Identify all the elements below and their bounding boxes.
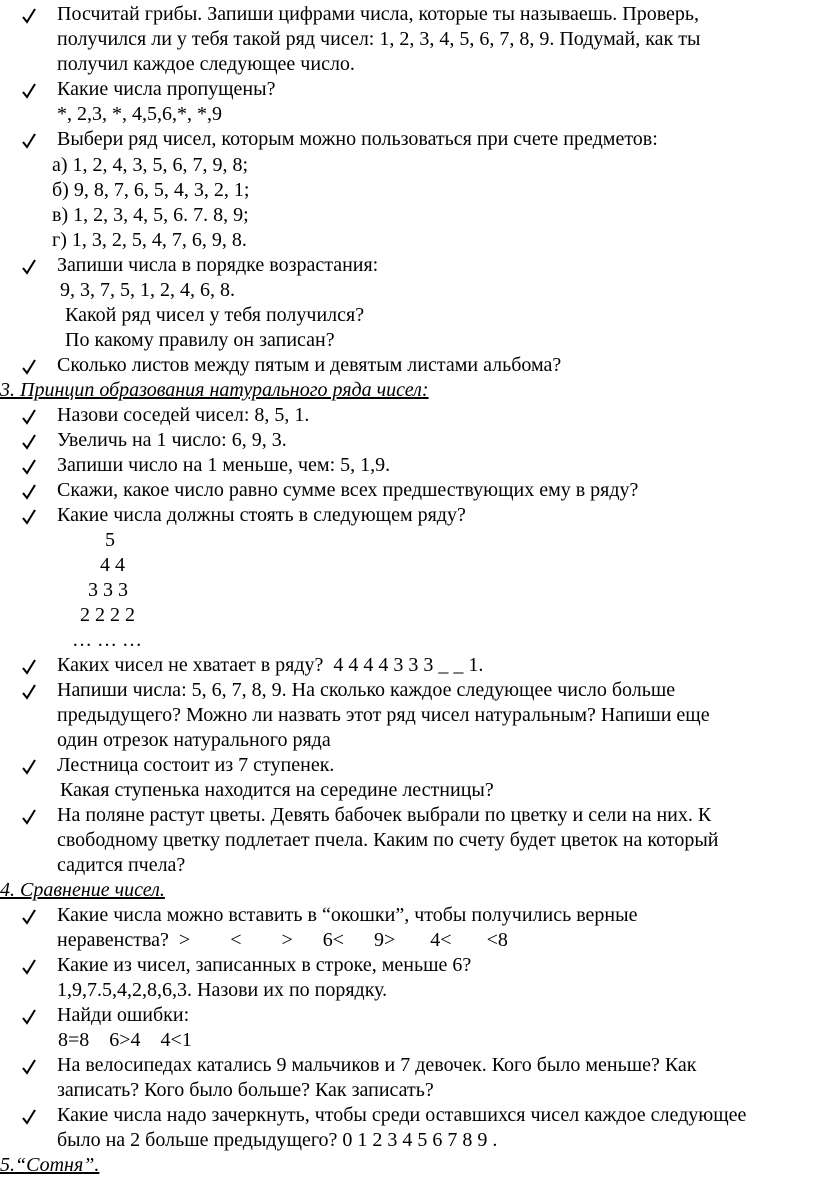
text-line: свободному цветку подлетает пчела. Каким по счету будет цветок на который xyxy=(57,829,719,851)
task-item: Запиши числа в порядке возрастания: xyxy=(57,254,379,276)
text-line: получил каждое следующее число. xyxy=(57,53,355,75)
text-line: 4 4 xyxy=(100,554,125,576)
text-line: 5 xyxy=(105,529,115,551)
text-line: г) 1, 3, 2, 5, 4, 7, 6, 9, 8. xyxy=(52,229,247,251)
checkmark-icon xyxy=(22,658,36,674)
section-heading: 3. Принцип образования натурального ряда чисел: xyxy=(0,379,429,401)
task-item: Увеличь на 1 число: 6, 9, 3. xyxy=(57,429,287,451)
task-item: Какие числа можно вставить в “окошки”, чтобы получились верные xyxy=(57,904,638,926)
checkmark-icon xyxy=(22,458,36,474)
text-line: *, 2,3, *, 4,5,6,*, *,9 xyxy=(57,103,222,125)
text-line: было на 2 больше предыдущего? 0 1 2 3 4 5 6 7 8 9 . xyxy=(57,1129,498,1151)
text-line: садится пчела? xyxy=(57,854,186,876)
task-item: Какие числа должны стоять в следующем ряду? xyxy=(57,504,466,526)
task-item: На велосипедах катались 9 мальчиков и 7 девочек. Кого было меньше? Как xyxy=(57,1054,697,1076)
checkmark-icon xyxy=(22,82,36,98)
task-item: На поляне растут цветы. Девять бабочек выбрали по цветку и сели на них. К xyxy=(57,804,712,826)
text-line: 9, 3, 7, 5, 1, 2, 4, 6, 8. xyxy=(60,279,235,301)
text-line: 2 2 2 2 xyxy=(80,604,135,626)
task-item: Выбери ряд чисел, которым можно пользоваться при счете предметов: xyxy=(57,128,658,150)
checkmark-icon xyxy=(22,808,36,824)
task-item: Какие числа надо зачеркнуть, чтобы среди оставшихся чисел каждое следующее xyxy=(57,1104,747,1126)
checkmark-icon xyxy=(22,1108,36,1124)
task-item: Посчитай грибы. Запиши цифрами числа, которые ты называешь. Проверь, xyxy=(57,3,700,25)
text-line: получился ли у тебя такой ряд чисел: 1, 2, 3, 4, 5, 6, 7, 8, 9. Подумай, как ты xyxy=(57,28,701,50)
text-line: 8=8 6>4 4<1 xyxy=(58,1029,192,1051)
task-item: Каких чисел не хватает в ряду? 4 4 4 4 3 3 3 _ _ 1. xyxy=(57,654,484,676)
checkmark-icon xyxy=(22,908,36,924)
text-line: Какая ступенька находится на середине лестницы? xyxy=(60,779,494,801)
checkmark-icon xyxy=(22,683,36,699)
checkmark-icon xyxy=(22,408,36,424)
text-line: а) 1, 2, 4, 3, 5, 6, 7, 9, 8; xyxy=(52,154,249,176)
text-line: По какому правилу он записан? xyxy=(65,329,335,351)
section-heading: 5.“Сотня”. xyxy=(0,1154,100,1176)
checkmark-icon xyxy=(22,958,36,974)
task-item: Сколько листов между пятым и девятым листами альбома? xyxy=(57,354,562,376)
checkmark-icon xyxy=(22,7,36,23)
text-line: … … … xyxy=(72,629,142,651)
text-line: б) 9, 8, 7, 6, 5, 4, 3, 2, 1; xyxy=(52,179,250,201)
text-line: 3 3 3 xyxy=(88,579,128,601)
task-item: Какие числа пропущены? xyxy=(57,78,276,100)
text-line: записать? Кого было больше? Как записать? xyxy=(57,1079,434,1101)
task-item: Напиши числа: 5, 6, 7, 8, 9. На сколько каждое следующее число больше xyxy=(57,679,676,701)
checkmark-icon xyxy=(22,508,36,524)
text-line: неравенства? > < > 6< 9> 4< <8 xyxy=(57,929,508,951)
checkmark-icon xyxy=(22,358,36,374)
checkmark-icon xyxy=(22,483,36,499)
task-item: Запиши число на 1 меньше, чем: 5, 1,9. xyxy=(57,454,391,476)
task-item: Скажи, какое число равно сумме всех предшествующих ему в ряду? xyxy=(57,479,639,501)
checkmark-icon xyxy=(22,1058,36,1074)
task-item: Какие из чисел, записанных в строке, меньше 6? xyxy=(57,954,472,976)
checkmark-icon xyxy=(22,132,36,148)
text-line: предыдущего? Можно ли назвать этот ряд чисел натуральным? Напиши еще xyxy=(57,704,710,726)
text-line: один отрезок натурального ряда xyxy=(57,729,331,751)
checkmark-icon xyxy=(22,433,36,449)
text-line: в) 1, 2, 3, 4, 5, 6. 7. 8, 9; xyxy=(52,204,249,226)
checkmark-icon xyxy=(22,1008,36,1024)
task-item: Найди ошибки: xyxy=(57,1004,190,1026)
task-item: Лестница состоит из 7 ступенек. xyxy=(57,754,335,776)
checkmark-icon xyxy=(22,758,36,774)
checkmark-icon xyxy=(22,258,36,274)
task-item: Назови соседей чисел: 8, 5, 1. xyxy=(57,404,310,426)
text-line: 1,9,7.5,4,2,8,6,3. Назови их по порядку. xyxy=(57,979,388,1001)
section-heading: 4. Сравнение чисел. xyxy=(0,879,165,901)
text-line: Какой ряд чисел у тебя получился? xyxy=(65,304,365,326)
